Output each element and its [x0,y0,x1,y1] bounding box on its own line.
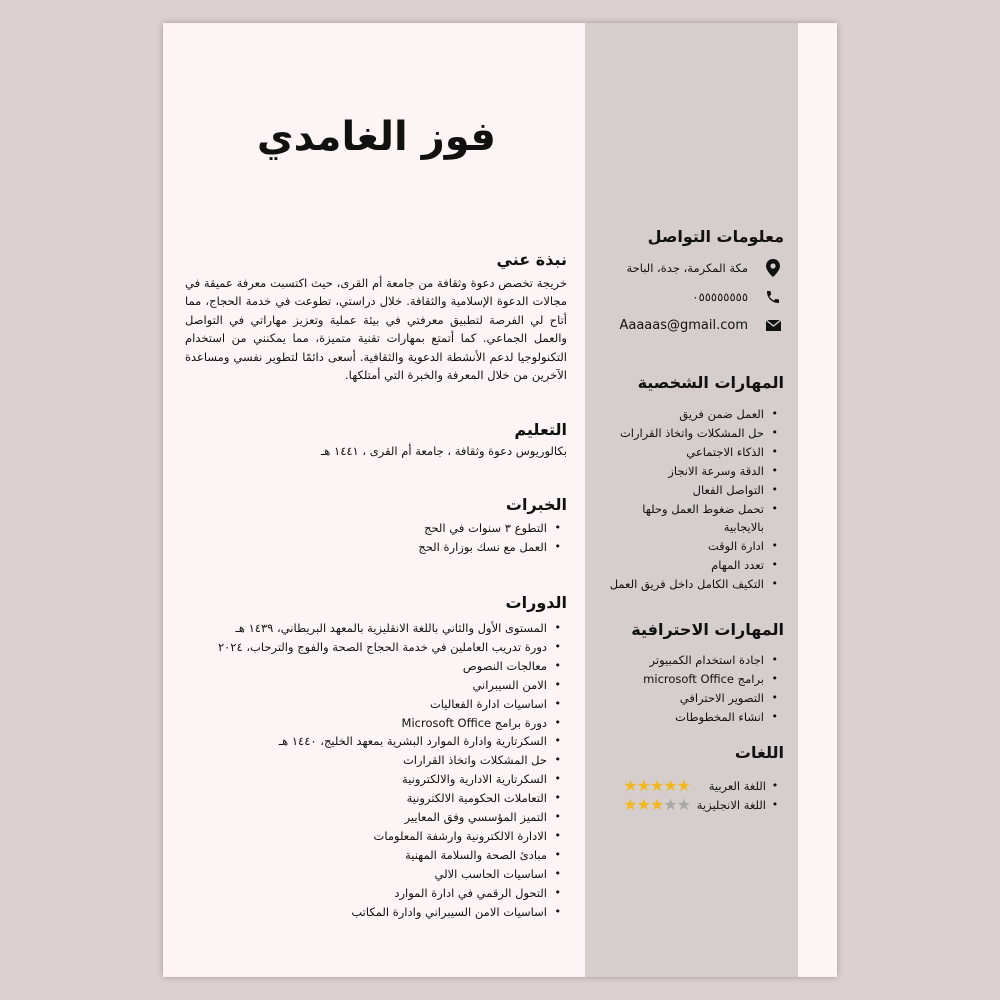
star-filled-icon: ★ [623,776,637,795]
list-item: • حل المشكلات واتخاذ القرارات [218,751,567,770]
list-item: • انشاء المخطوطات [643,708,784,727]
list-item: • الامن السيبراني [218,676,567,695]
personal-skills-list [589,405,784,594]
courses-list [218,619,567,922]
contact-list [619,253,784,340]
list-item: • العمل ضمن فريق [589,405,784,424]
star-filled-icon: ★ [649,795,664,814]
list-item: • التواصل الفعال [589,481,784,500]
list-item: • السكرتارية الادارية والالكترونية [218,770,567,789]
personal-skills-heading: المهارات الشخصية [637,373,784,392]
star-filled-icon: ★ [636,795,650,814]
list-item: • اجادة استخدام الكمبيوتر [643,651,784,670]
education-heading: التعليم [514,420,567,439]
about-heading: نبذة عني [496,250,567,269]
list-item: • التميز المؤسسي وفق المعايير [218,808,567,827]
list-item: • التطوع ٣ سنوات في الحج [418,519,567,538]
phone-icon [762,286,784,308]
language-name: اللغة الانجليزية [696,797,766,812]
list-item: • برامج microsoft Office [643,670,784,689]
list-item: • الذكاء الاجتماعي [589,443,784,462]
professional-skills-list [643,651,784,727]
star-filled-icon: ★ [649,776,664,795]
languages-heading: اللغات [734,743,784,762]
list-item: • اساسيات ادارة الفعاليات [218,695,567,714]
location-pin-icon [762,257,784,279]
star-filled-icon: ★ [636,776,650,795]
about-text: خريجة تخصص دعوة وثقافة من جامعة أم القرى، حيث اكتسبت معرفة عميقة في مجالات الدعوة الإسلامية والثقافة. خلال دراستي، تطوعت في خدمة الحجاج، مما أتاح لي الفرصة لتطبيق معرفتي في بيئة عملية وتعزيز مهاراتي في التواصل والعمل الجماعي. كما أتمتع بمهارات تقنية متميزة، مما يمكنني من استخدام التكنولوجيا لدعم الأنشطة الدعوية والثقافية. أسعى دائمًا لتطوير نفسي ومساعدة الآخرين من خلال المعرفة والخبرة التي أمتلكها. [185,276,567,383]
experience-heading: الخبرات [505,495,567,514]
star-empty-icon: ★ [676,795,690,814]
location-text: مكة المكرمة، جدة، الباحة [626,260,748,275]
star-rating [623,795,690,814]
list-item: • دورة برامج Microsoft Office [218,714,567,733]
list-item: • اساسيات الامن السيبراني وادارة المكاتب [218,903,567,922]
list-item: • اساسيات الحاسب الالي [218,865,567,884]
courses-heading: الدورات [505,593,567,612]
language-name: اللغة العربية [708,778,766,793]
contact-location [619,253,784,282]
star-empty-icon: ★ [663,795,677,814]
list-item: • الدقة وسرعة الانجاز [589,462,784,481]
experience-list [418,519,567,557]
list-item: • التكيف الكامل داخل فريق العمل [589,575,784,594]
professional-skills-heading: المهارات الاحترافية [631,620,784,639]
contact-email [619,311,784,340]
list-item: • العمل مع نسك بوزارة الحج [418,538,567,557]
list-item: • التعاملات الحكومية الالكترونية [218,789,567,808]
list-item: • المستوى الأول والثاني باللغة الانقليزية بالمعهد البريطاني، ١٤٣٩ هـ [218,619,567,638]
resume-page [163,23,837,977]
envelope-icon [762,315,784,337]
star-filled-icon: ★ [623,795,637,814]
star-rating [623,776,690,795]
list-item: • تعدد المهام [589,556,784,575]
language-row: • اللغة العربية ★★★★★ [623,776,779,795]
contact-heading: معلومات التواصل [647,227,784,246]
list-item: • التحول الرقمي في ادارة الموارد [218,884,567,903]
list-item: • التصوير الاحترافي [643,689,784,708]
star-filled-icon: ★ [676,776,690,795]
star-filled-icon: ★ [663,776,677,795]
email-text: Aaaaas@gmail.com [619,318,748,333]
languages-list [623,776,784,814]
phone-text: ٠٥٥٥٥٥٥٥٥ [692,289,748,304]
list-item: • دورة تدريب العاملين في خدمة الحجاج الصحة والفوج والترحاب، ٢٠٢٤ [218,638,567,657]
list-item: • تحمل ضغوط العمل وحلها بالايجابية [614,500,784,538]
contact-phone [619,282,784,311]
list-item: • معالجات النصوص [218,657,567,676]
list-item: • السكرتارية وادارة الموارد البشرية بمعهد الخليج، ١٤٤٠ هـ [218,732,567,751]
list-item: • حل المشكلات واتخاذ القرارات [589,424,784,443]
language-row: • اللغة الانجليزية ★★★★★ [623,795,779,814]
list-item: • الادارة الالكترونية وارشفة المعلومات [218,827,567,846]
education-text: بكالوريوس دعوة وثقافة ، جامعة أم القرى ، ١٤٤١ هـ [320,444,567,458]
list-item: • مبادئ الصحة والسلامة المهنية [218,846,567,865]
list-item: • ادارة الوقت [589,537,784,556]
candidate-name: فوز الغامدي [256,114,496,160]
